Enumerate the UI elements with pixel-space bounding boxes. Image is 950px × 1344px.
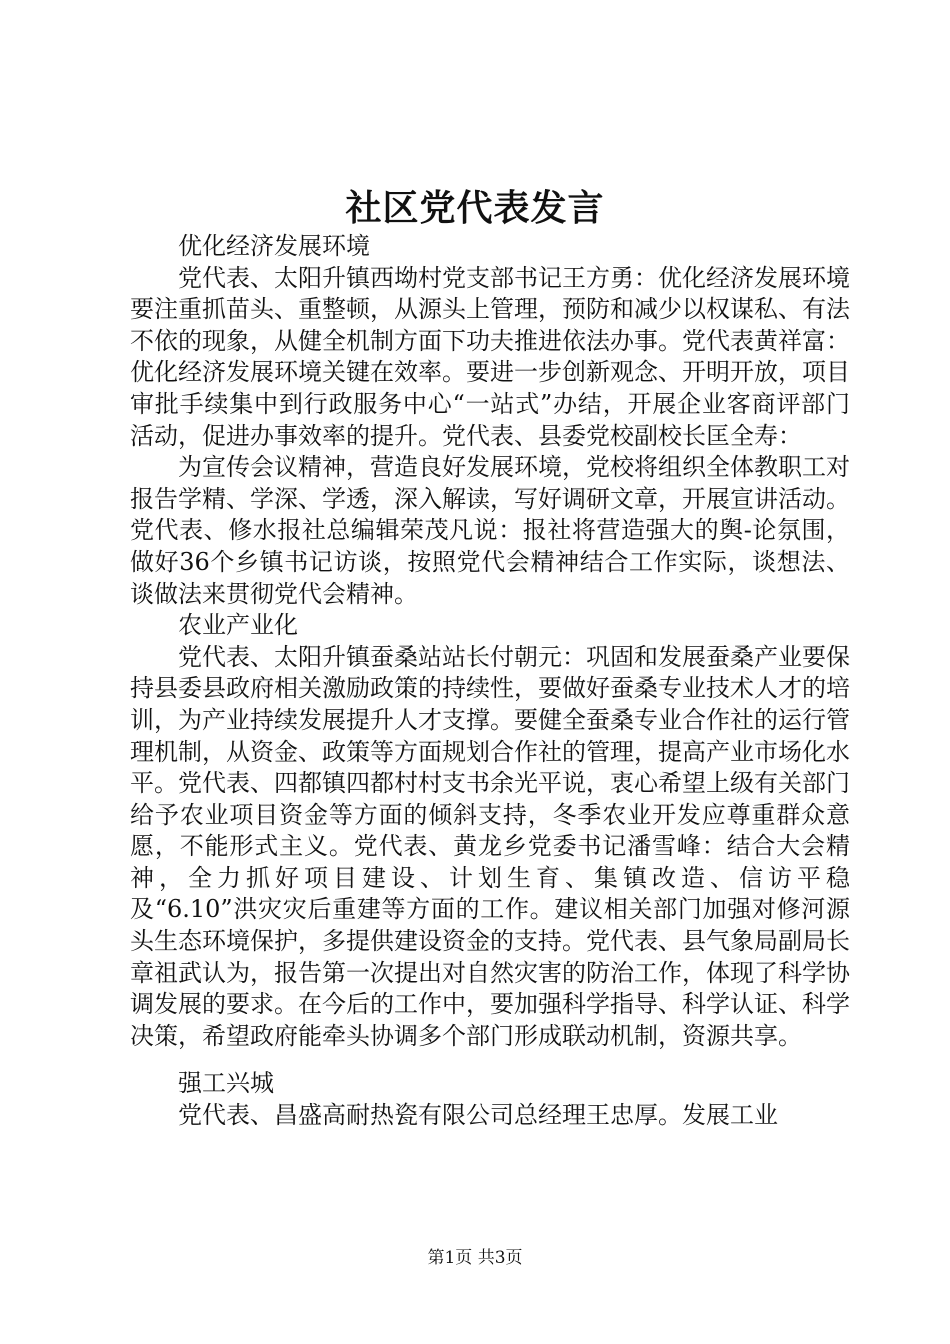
document-title: 社区党代表发言 <box>345 187 605 229</box>
section-heading-industry: 强工兴城 <box>178 1069 274 1098</box>
section-heading-agriculture: 农业产业化 <box>178 611 298 640</box>
paragraph: 党代表、太阳升镇蚕桑站站长付朝元：巩固和发展蚕桑产业要保持县委县政府相关激励政策的持续性，要做好蚕桑专业技术人才的培训，为产业持续发展提升人才支撑。要健全蚕桑专业合作社的运行管理机制，从资金、政策等方面规划合作社的管理，提高产业市场化水平。党代表、四都镇四都村村支书余光平说，衷心希望上级有关部门给予农业项目资金等方面的倾斜支持，冬季农业开发应尊重群众意愿，不能形式主义。党代表、黄龙乡党委书记潘雪峰：结合大会精神，全力抓好项目建设、计划生育、集镇改造、信访平稳及“6.10”洪灾灾后重建等方面的工作。建议相关部门加强对修河源头生态环境保护，多提供建设资金的支持。党代表、县气象局副局长章祖武认为，报告第一次提出对自然灾害的防治工作，体现了科学协调发展的要求。在今后的工作中，要加强科学指导、科学认证、科学决策，希望政府能牵头协调多个部门形成联动机制，资源共享。 <box>130 642 850 1050</box>
page-footer: 第1页 共3页 <box>427 1248 523 1268</box>
document-body <box>130 231 850 1132</box>
section-heading-economy: 优化经济发展环境 <box>178 232 370 260</box>
paragraph: 党代表、太阳升镇西坳村党支部书记王方勇：优化经济发展环境要注重抓苗头、重整顿，从源头上管理，预防和减少以权谋私、有法不依的现象，从健全机制方面下功夫推进依法办事。党代表黄祥富：优化经济发展环境关键在效率。要进一步创新观念、开明开放，项目审批手续集中到行政服务中心“一站式”办结，开展企业客商评部门活动，促进办事效率的提升。党代表、县委党校副校长匡全寿： <box>130 263 850 450</box>
paragraph: 党代表、昌盛高耐热瓷有限公司总经理王忠厚。发展工业 <box>178 1101 778 1130</box>
paragraph: 为宣传会议精神，营造良好发展环境，党校将组织全体教职工对报告学精、学深、学透，深入解读，写好调研文章，开展宣讲活动。党代表、修水报社总编辑荣茂凡说：报社将营造强大的舆-论氛围，做好36个乡镇书记访谈，按照党代会精神结合工作实际，谈想法、谈做法来贯彻党代会精神。 <box>130 453 850 608</box>
